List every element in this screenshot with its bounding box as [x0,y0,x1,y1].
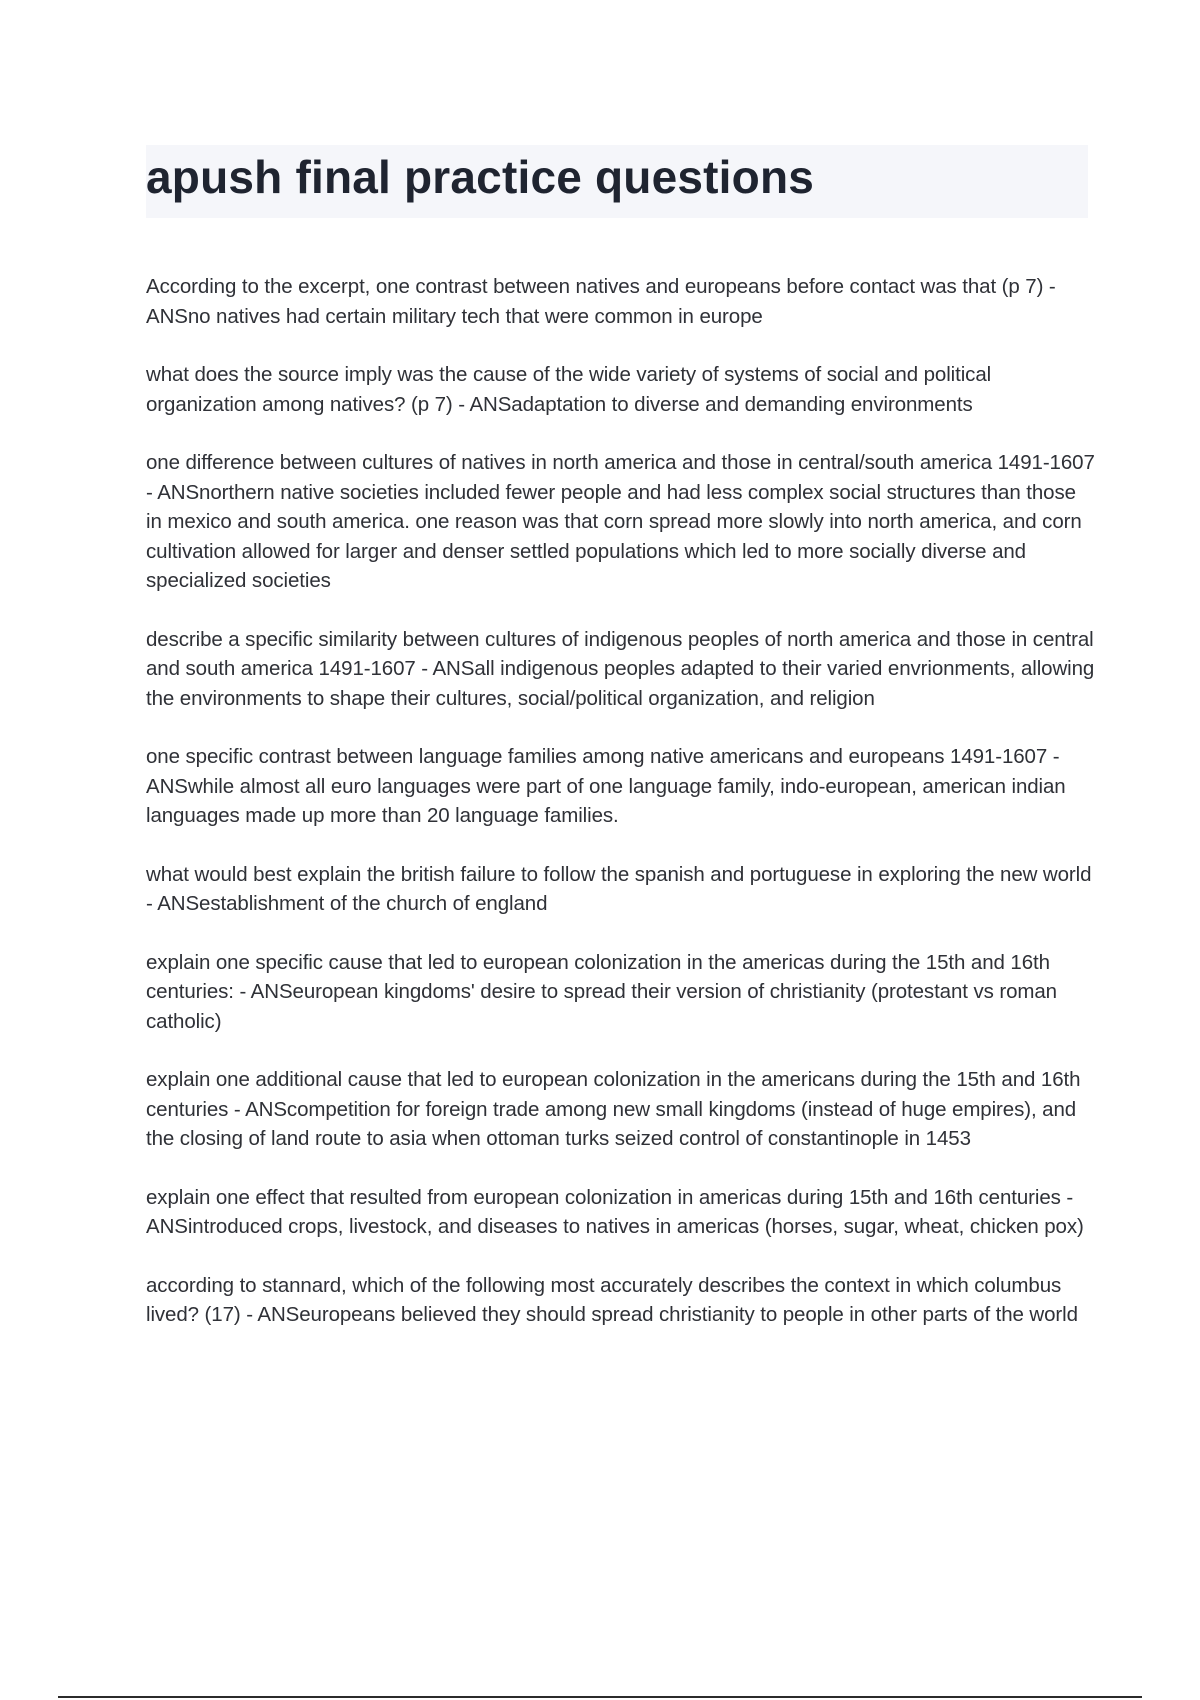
qa-item: explain one effect that resulted from european colonization in americas during 15th and 16th centuries - ANSintroduced crops, livestock, and diseases to natives in americas (horses, sugar, wheat, chicken pox) [146,1185,1084,1238]
qa-item: describe a specific similarity between cultures of indigenous peoples of north america and those in central and south america 1491-1607 - ANSall indigenous peoples adapted to their varied envrionments, allowing the environments to shape their cultures, social/political organization, and religion [146,627,1095,710]
qa-list [146,272,1096,1359]
qa-item: one difference between cultures of natives in north america and those in central/south america 1491-1607 - ANSnorthern native societies included fewer people and had less complex social structures than those in mexico and south america. one reason was that corn spread more slowly into north america, and corn cultivation allowed for larger and denser settled populations which led to more socially diverse and specialized societies [146,451,1095,592]
qa-item: according to stannard, which of the following most accurately describes the context in which columbus lived? (17) - ANSeuropeans believed they should spread christianity to people in other parts of the world [146,1273,1078,1326]
qa-item: one specific contrast between language families among native americans and europeans 1491-1607 - ANSwhile almost all euro languages were part of one language family, indo-european, american indian languages made up more than 20 language families. [146,745,1066,827]
page-title: apush final practice questions [146,151,815,203]
qa-item: explain one additional cause that led to european colonization in the americans during the 15th and 16th centuries - ANScompetition for foreign trade among new small kingdoms (instead of huge empires), and the closing of land route to asia when ottoman turks seized control of constantinople in 1453 [146,1068,1081,1150]
bottom-rule [58,1696,1142,1698]
qa-item: what does the source imply was the cause of the wide variety of systems of social and political organization among natives? (p 7) - ANSadaptation to diverse and demanding environments [146,363,992,416]
title-band [146,145,1088,218]
qa-item: what would best explain the british failure to follow the spanish and portuguese in exploring the new world - ANSestablishment of the church of england [146,862,1092,915]
qa-item: According to the excerpt, one contrast between natives and europeans before contact was that (p 7) - ANSno natives had certain military tech that were common in europe [146,275,1056,328]
qa-item: explain one specific cause that led to european colonization in the americas during the 15th and 16th centuries: - ANSeuropean kingdoms' desire to spread their version of christianity (protestant vs roman catholic) [146,950,1057,1033]
